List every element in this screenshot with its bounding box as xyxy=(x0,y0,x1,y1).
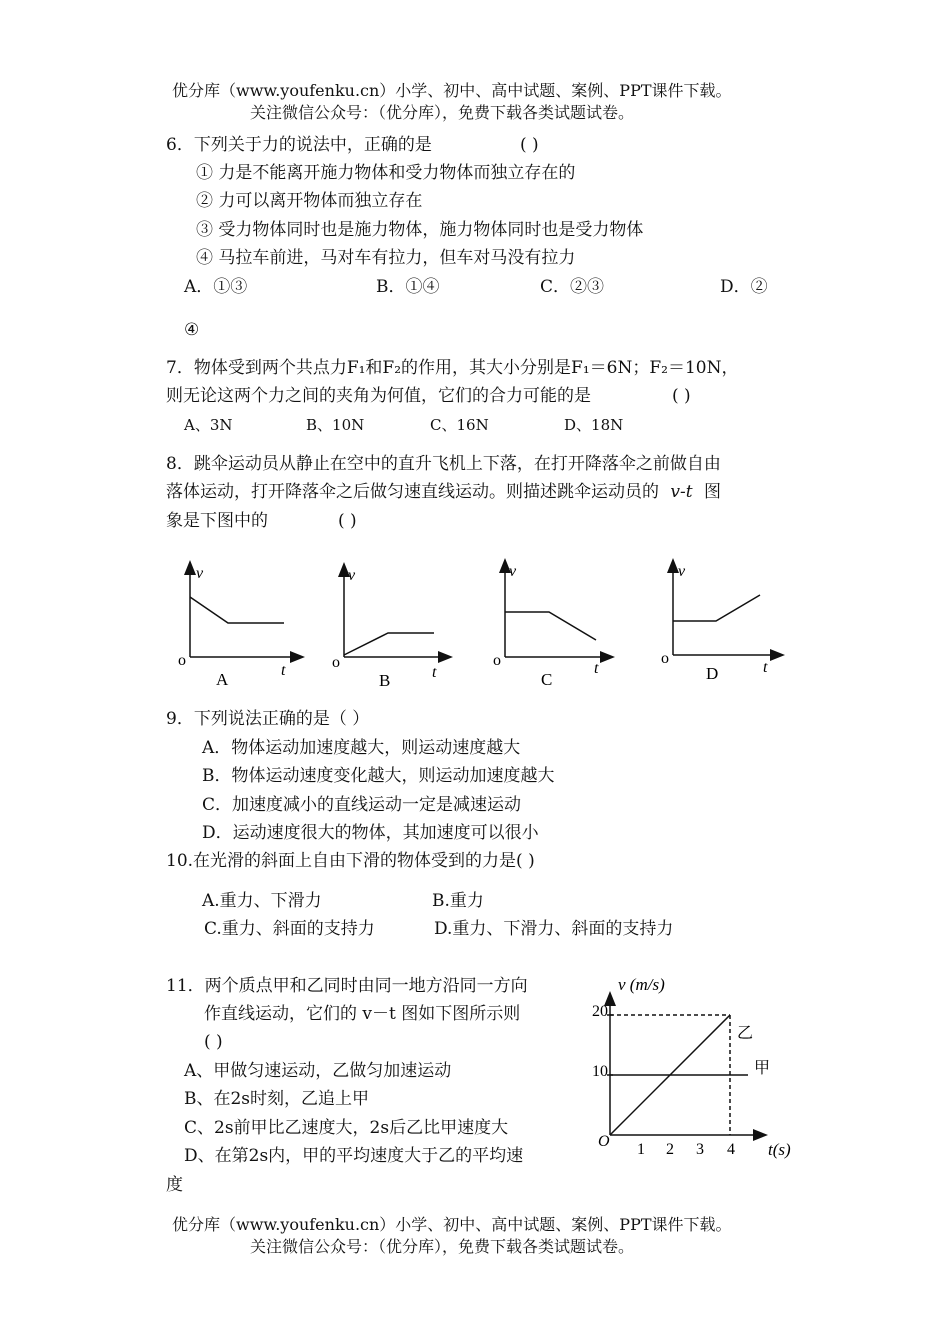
q8-graphs xyxy=(0,555,950,695)
q6-option-b: B．①④ xyxy=(376,277,440,297)
q11-xtick-2: 2 xyxy=(666,1141,674,1158)
q10-option-a: A.重力、下滑力 xyxy=(202,891,322,911)
graph-d xyxy=(661,561,782,683)
header-line-1: 优分库（www.youfenku.cn）小学、初中、高中试题、案例、PPT课件下载。 xyxy=(172,81,732,100)
q8-line-2c: 图 xyxy=(704,482,721,502)
q9-option-b: B．物体运动速度变化越大，则运动加速度越大 xyxy=(202,766,555,786)
q11-option-b: B、在2s时刻，乙追上甲 xyxy=(184,1089,370,1109)
graph-c-curve xyxy=(505,612,596,640)
graph-b-label: B xyxy=(379,671,391,690)
graph-d-curve xyxy=(673,595,760,621)
q11-ytick-10: 10 xyxy=(592,1063,608,1080)
graph-c-v-label: v xyxy=(509,563,517,580)
graph-b-curve xyxy=(344,633,434,655)
q7-option-b: B、10N xyxy=(306,416,365,434)
q7-option-a: A、3N xyxy=(184,416,233,434)
q11-series-jia-label: 甲 xyxy=(754,1060,771,1077)
q10-option-b: B.重力 xyxy=(432,891,484,911)
q11-origin: O xyxy=(598,1133,610,1150)
q10-option-d: D.重力、下滑力、斜面的支持力 xyxy=(434,919,674,939)
q6-option-a: A．①③ xyxy=(184,277,248,297)
q11-series-yi-label: 乙 xyxy=(737,1025,754,1042)
graph-a-origin: o xyxy=(178,652,186,669)
q10-option-c: C.重力、斜面的支持力 xyxy=(204,919,375,939)
q7-paren: ( ) xyxy=(672,386,691,406)
q9-option-a: A．物体运动加速度越大，则运动速度越大 xyxy=(202,738,521,758)
graph-c xyxy=(493,561,612,689)
q10-stem: 10.在光滑的斜面上自由下滑的物体受到的力是( ) xyxy=(166,851,535,871)
q11-line-1: 11．两个质点甲和乙同时由同一地方沿同一方向 xyxy=(166,976,528,996)
q7-option-c: C、16N xyxy=(430,416,489,434)
q11-option-d-2: 度 xyxy=(166,1175,183,1195)
q11-xtick-1: 1 xyxy=(637,1141,645,1158)
graph-b-t-label: t xyxy=(432,664,437,681)
q11-option-a: A、甲做匀速运动，乙做匀加速运动 xyxy=(184,1061,452,1081)
q6-paren: ( ) xyxy=(520,135,539,155)
q8-line-2a: 落体运动，打开降落伞之后做匀速直线运动。则描述跳伞运动员的 xyxy=(166,482,659,502)
graph-a-v-label: v xyxy=(196,565,204,582)
q9-stem: 9．下列说法正确的是（ ） xyxy=(166,709,370,729)
q6-statement-1: ① 力是不能离开施力物体和受力物体而独立存在的 xyxy=(196,163,576,183)
graph-d-t-label: t xyxy=(763,659,768,676)
graph-d-v-label: v xyxy=(678,563,686,580)
graph-c-t-label: t xyxy=(594,660,599,677)
footer-line-1: 优分库（www.youfenku.cn）小学、初中、高中试题、案例、PPT课件下载。 xyxy=(172,1215,732,1234)
q6-option-c: C．②③ xyxy=(540,277,605,297)
graph-a-label: A xyxy=(216,670,229,689)
q6-stem: 6．下列关于力的说法中，正确的是 xyxy=(166,135,432,155)
q7-line-2: 则无论这两个力之间的夹角为何值，它们的合力可能的是 xyxy=(166,386,591,406)
q11-xtick-4: 4 xyxy=(727,1141,735,1158)
q6-statement-4: ④ 马拉车前进，马对车有拉力，但车对马没有拉力 xyxy=(196,248,576,268)
q8-paren: ( ) xyxy=(338,511,357,531)
q11-line-3: ( ) xyxy=(204,1032,223,1052)
q8-line-3: 象是下图中的 xyxy=(166,511,268,531)
q9-option-c: C．加速度减小的直线运动一定是减速运动 xyxy=(202,795,522,815)
q9-option-d: D．运动速度很大的物体，其加速度可以很小 xyxy=(202,823,539,843)
graph-d-label: D xyxy=(706,664,719,683)
graph-b-v-label: v xyxy=(348,567,356,584)
q11-option-d-1: D、在第2s内，甲的平均速度大于乙的平均速 xyxy=(184,1146,524,1166)
q8-line-2 xyxy=(166,484,721,501)
q8-line-1: 8．跳伞运动员从静止在空中的直升飞机上下落，在打开降落伞之前做自由 xyxy=(166,454,721,474)
graph-a-curve xyxy=(190,597,284,623)
q6-statement-3: ③ 受力物体同时也是施力物体，施力物体同时也是受力物体 xyxy=(196,220,644,240)
graph-c-origin: o xyxy=(493,652,501,669)
q8-vt-symbol: v-t xyxy=(670,482,693,502)
q6-statement-2: ② 力可以离开物体而独立存在 xyxy=(196,191,423,211)
q11-xtick-3: 3 xyxy=(696,1141,704,1158)
graph-b xyxy=(332,565,450,690)
q7-line-1: 7．物体受到两个共点力F₁和F₂的作用，其大小分别是F₁＝6N；F₂＝10N， xyxy=(166,358,739,378)
graph-a xyxy=(178,563,302,689)
q11-ytick-20: 20 xyxy=(592,1003,608,1020)
q6-option-d-wrap: ④ xyxy=(184,320,200,340)
q11-option-c: C、2s前甲比乙速度大，2s后乙比甲速度大 xyxy=(184,1118,509,1138)
q11-line-2: 作直线运动，它们的 v－t 图如下图所示则 xyxy=(204,1004,521,1024)
header-line-2: 关注微信公众号：（优分库），免费下载各类试题试卷。 xyxy=(250,103,635,122)
q6-option-d: D．② xyxy=(720,277,768,297)
graph-a-t-label: t xyxy=(281,662,286,679)
graph-d-origin: o xyxy=(661,650,669,667)
q11-x-label: t(s) xyxy=(768,1140,791,1159)
q7-option-d: D、18N xyxy=(564,416,624,434)
footer-line-2: 关注微信公众号：（优分库），免费下载各类试题试卷。 xyxy=(250,1237,635,1256)
q11-vt-chart xyxy=(590,968,810,1168)
graph-c-label: C xyxy=(541,670,553,689)
graph-b-origin: o xyxy=(332,654,340,671)
q11-y-label: v (m/s) xyxy=(618,975,665,994)
